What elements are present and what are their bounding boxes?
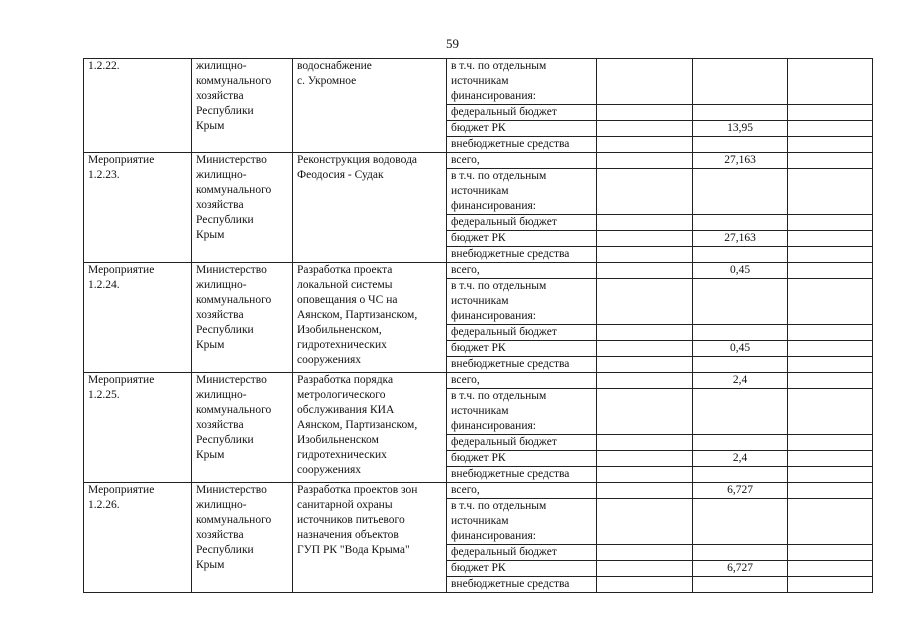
funding-amount [693, 435, 788, 451]
funding-source-label: федеральный бюджет [447, 215, 597, 231]
empty-cell [788, 263, 873, 279]
measure-number-cell: Мероприятие 1.2.25. [84, 373, 192, 483]
funding-amount: 6,727 [693, 561, 788, 577]
funding-amount [693, 545, 788, 561]
funding-source-label: бюджет РК [447, 231, 597, 247]
funding-source-label: федеральный бюджет [447, 105, 597, 121]
funding-amount: 6,727 [693, 483, 788, 499]
empty-cell [597, 247, 693, 263]
funding-source-label: в т.ч. по отдельным источникам финансирования: [447, 169, 597, 215]
funding-amount [693, 499, 788, 545]
empty-cell [788, 341, 873, 357]
empty-cell [597, 435, 693, 451]
funding-amount: 27,163 [693, 231, 788, 247]
funding-source-label: всего, [447, 153, 597, 169]
funding-amount [693, 59, 788, 105]
empty-cell [788, 325, 873, 341]
empty-cell [597, 577, 693, 593]
table-row [84, 153, 873, 169]
measure-number-cell: Мероприятие 1.2.26. [84, 483, 192, 593]
funding-amount [693, 169, 788, 215]
empty-cell [788, 435, 873, 451]
empty-cell [788, 215, 873, 231]
funding-amount [693, 389, 788, 435]
funding-amount: 27,163 [693, 153, 788, 169]
empty-cell [597, 357, 693, 373]
empty-cell [597, 169, 693, 215]
empty-cell [788, 373, 873, 389]
funding-source-label: бюджет РК [447, 341, 597, 357]
funding-amount: 2,4 [693, 373, 788, 389]
funding-source-label: бюджет РК [447, 561, 597, 577]
empty-cell [788, 247, 873, 263]
funding-source-label: внебюджетные средства [447, 137, 597, 153]
funding-source-label: внебюджетные средства [447, 247, 597, 263]
empty-cell [788, 467, 873, 483]
funding-amount [693, 247, 788, 263]
empty-cell [788, 137, 873, 153]
empty-cell [597, 231, 693, 247]
empty-cell [597, 215, 693, 231]
empty-cell [597, 263, 693, 279]
table-row [84, 373, 873, 389]
empty-cell [597, 137, 693, 153]
empty-cell [788, 279, 873, 325]
executor-cell: Министерство жилищно- коммунального хозяйства Республики Крым [192, 263, 293, 373]
funding-source-label: в т.ч. по отдельным источникам финансирования: [447, 389, 597, 435]
measure-number-cell: Мероприятие 1.2.23. [84, 153, 192, 263]
funding-source-label: всего, [447, 373, 597, 389]
executor-cell: жилищно- коммунального хозяйства Республики Крым [192, 59, 293, 153]
funding-amount [693, 577, 788, 593]
executor-cell: Министерство жилищно- коммунального хозяйства Республики Крым [192, 373, 293, 483]
funding-amount: 2,4 [693, 451, 788, 467]
measure-title-cell: Разработка проектов зон санитарной охраны источников питьевого назначения объектов ГУП РК "Вода Крыма" [293, 483, 447, 593]
funding-amount [693, 467, 788, 483]
empty-cell [597, 373, 693, 389]
empty-cell [788, 169, 873, 215]
empty-cell [597, 389, 693, 435]
funding-source-label: федеральный бюджет [447, 325, 597, 341]
table-row [84, 263, 873, 279]
empty-cell [597, 59, 693, 105]
empty-cell [597, 105, 693, 121]
empty-cell [597, 279, 693, 325]
empty-cell [788, 153, 873, 169]
funding-amount [693, 137, 788, 153]
funding-source-label: всего, [447, 263, 597, 279]
measure-title-cell: Реконструкция водовода Феодосия - Судак [293, 153, 447, 263]
funding-amount: 0,45 [693, 263, 788, 279]
table-row [84, 59, 873, 105]
table-row [84, 483, 873, 499]
measure-title-cell: водоснабжение с. Укромное [293, 59, 447, 153]
empty-cell [597, 341, 693, 357]
funding-source-label: федеральный бюджет [447, 435, 597, 451]
executor-cell: Министерство жилищно- коммунального хозяйства Республики Крым [192, 483, 293, 593]
empty-cell [788, 231, 873, 247]
empty-cell [597, 451, 693, 467]
empty-cell [597, 467, 693, 483]
funding-amount [693, 279, 788, 325]
funding-source-label: в т.ч. по отдельным источникам финансирования: [447, 499, 597, 545]
funding-source-label: в т.ч. по отдельным источникам финансирования: [447, 59, 597, 105]
empty-cell [788, 105, 873, 121]
empty-cell [788, 357, 873, 373]
empty-cell [788, 59, 873, 105]
empty-cell [788, 561, 873, 577]
funding-table [83, 58, 873, 593]
measure-number-cell: 1.2.22. [84, 59, 192, 153]
funding-amount [693, 325, 788, 341]
measure-title-cell: Разработка порядка метрологического обслуживания КИА Аянском, Партизанском, Изобильненском гидротехнических сооружениях [293, 373, 447, 483]
funding-source-label: бюджет РК [447, 451, 597, 467]
empty-cell [597, 325, 693, 341]
funding-source-label: всего, [447, 483, 597, 499]
measure-number-cell: Мероприятие 1.2.24. [84, 263, 192, 373]
funding-amount: 13,95 [693, 121, 788, 137]
funding-amount: 0,45 [693, 341, 788, 357]
empty-cell [788, 451, 873, 467]
empty-cell [597, 483, 693, 499]
executor-cell: Министерство жилищно- коммунального хозяйства Республики Крым [192, 153, 293, 263]
funding-source-label: в т.ч. по отдельным источникам финансирования: [447, 279, 597, 325]
funding-source-label: внебюджетные средства [447, 577, 597, 593]
empty-cell [788, 499, 873, 545]
funding-source-label: федеральный бюджет [447, 545, 597, 561]
empty-cell [597, 499, 693, 545]
empty-cell [788, 545, 873, 561]
funding-amount [693, 105, 788, 121]
empty-cell [788, 483, 873, 499]
funding-amount [693, 357, 788, 373]
empty-cell [597, 153, 693, 169]
empty-cell [597, 545, 693, 561]
page-number: 59 [446, 36, 459, 51]
funding-amount [693, 215, 788, 231]
empty-cell [788, 121, 873, 137]
empty-cell [788, 389, 873, 435]
funding-source-label: внебюджетные средства [447, 467, 597, 483]
funding-source-label: бюджет РК [447, 121, 597, 137]
funding-source-label: внебюджетные средства [447, 357, 597, 373]
table-body [84, 59, 873, 593]
measure-title-cell: Разработка проекта локальной системы оповещания о ЧС на Аянском, Партизанском, Изобильненском, гидротехнических сооружениях [293, 263, 447, 373]
empty-cell [597, 121, 693, 137]
empty-cell [597, 561, 693, 577]
empty-cell [788, 577, 873, 593]
